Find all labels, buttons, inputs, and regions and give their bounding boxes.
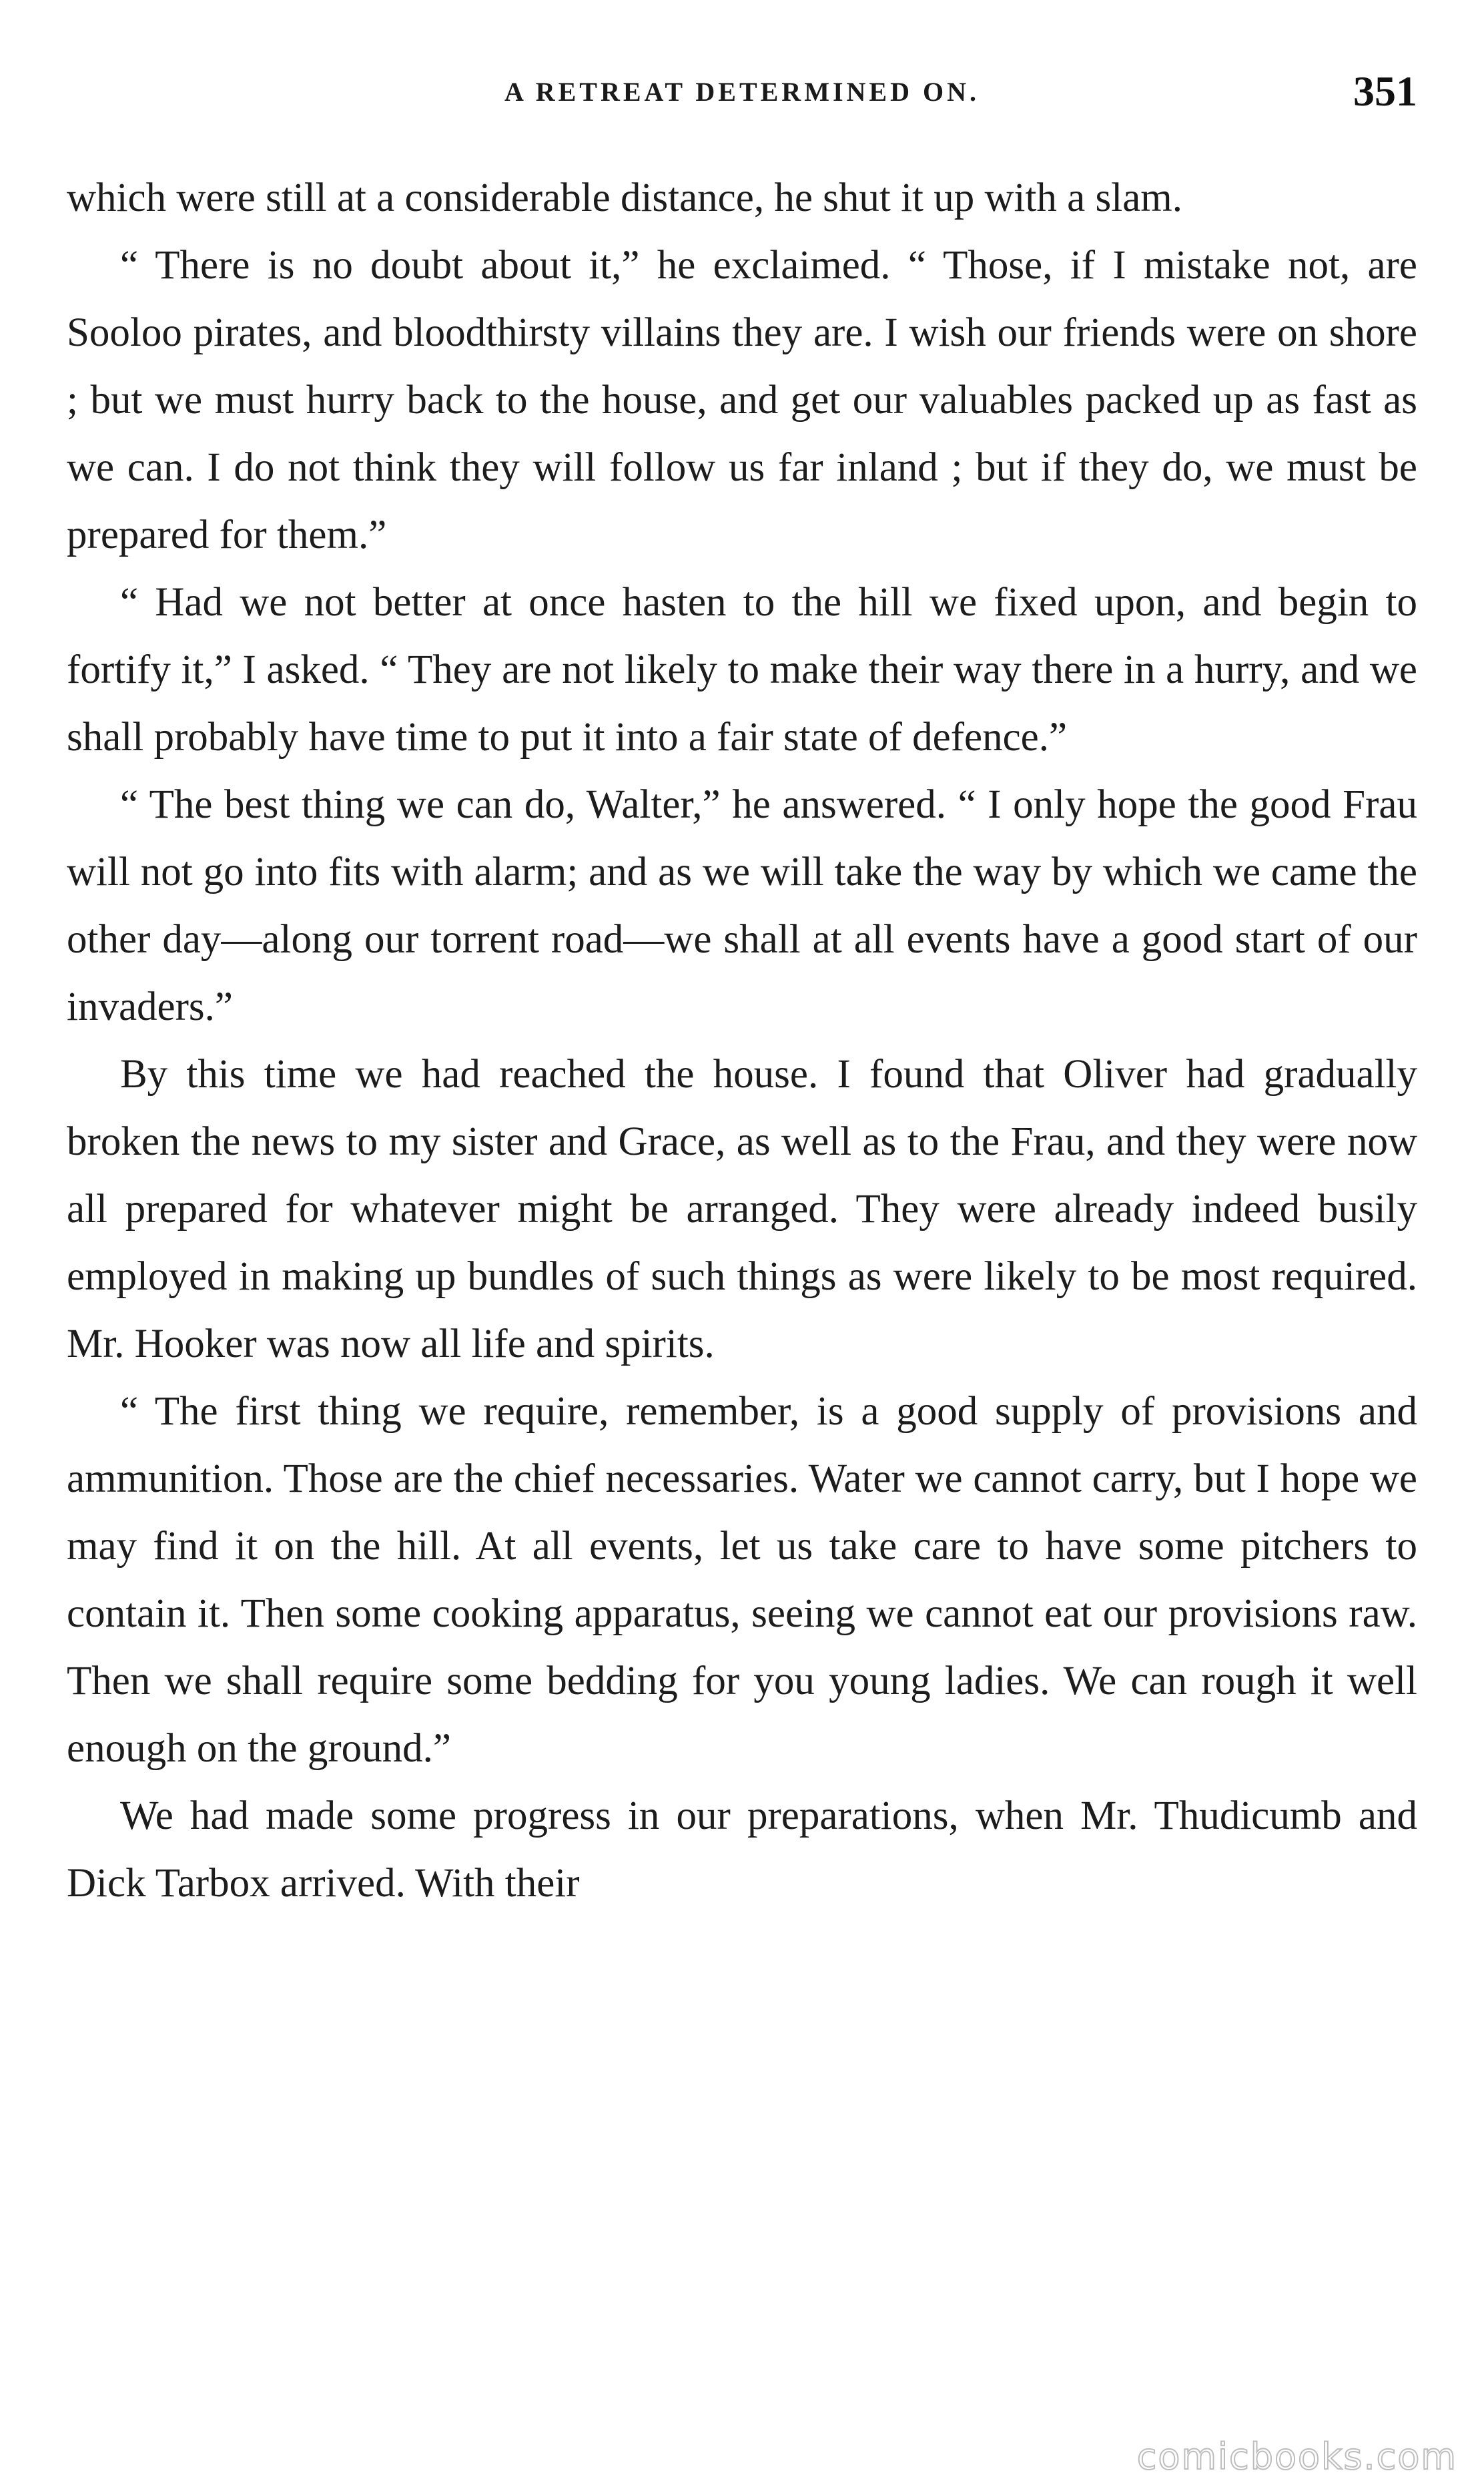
paragraph-6: “ The first thing we require, remember, is a good supply of provisions and ammunition. Those are the chief necessaries. Water we cannot carry, but I hope we may find it on the hill. At all events, let us take care to have some pitchers to contain it. Then some cooking apparatus, seeing we cannot eat our provisions raw. Then we shall require some bedding for you young ladies. We can rough it well enough on the ground.” [67, 1389, 1417, 1771]
paragraph-7: We had made some progress in our preparations, when Mr. Thudicumb and Dick Tarbox arrived. With their [67, 1793, 1417, 1906]
running-title: A RETREAT DETERMINED ON. [504, 77, 980, 107]
paragraph-4: “ The best thing we can do, Walter,” he answered. “ I only hope the good Frau will not go into fits with alarm; and as we will take the way by which we came the other day—along our torrent road—we shall at all events have a good start of our invaders.” [67, 782, 1417, 1029]
paragraph-2: “ There is no doubt about it,” he exclaimed. “ Those, if I mistake not, are Sooloo pirates, and bloodthirsty villains they are. I wish our friends were on shore ; but we must hurry back to the house, and get our valuables packed up as fast as we can. I do not think they will follow us far inland ; but if they do, we must be prepared for them.” [67, 243, 1417, 557]
running-head [67, 67, 1417, 120]
paragraph-3: “ Had we not better at once hasten to the hill we fixed upon, and begin to fortify it,” I asked. “ They are not likely to make their way there in a hurry, and we shall probably have time to put it into a fair state of defence.” [67, 580, 1417, 760]
page-number: 351 [1353, 67, 1417, 115]
body-text [67, 164, 1417, 1917]
paragraph-5: By this time we had reached the house. I found that Oliver had gradually broken the news to my sister and Grace, as well as to the Frau, and they were now all prepared for whatever might be arranged. They were already indeed busily employed in making up bundles of such things as were likely to be most required. Mr. Hooker was now all life and spirits. [67, 1052, 1417, 1366]
paragraph-1: which were still at a considerable distance, he shut it up with a slam. [67, 176, 1182, 220]
watermark: comicbooks.com [1136, 2436, 1457, 2478]
